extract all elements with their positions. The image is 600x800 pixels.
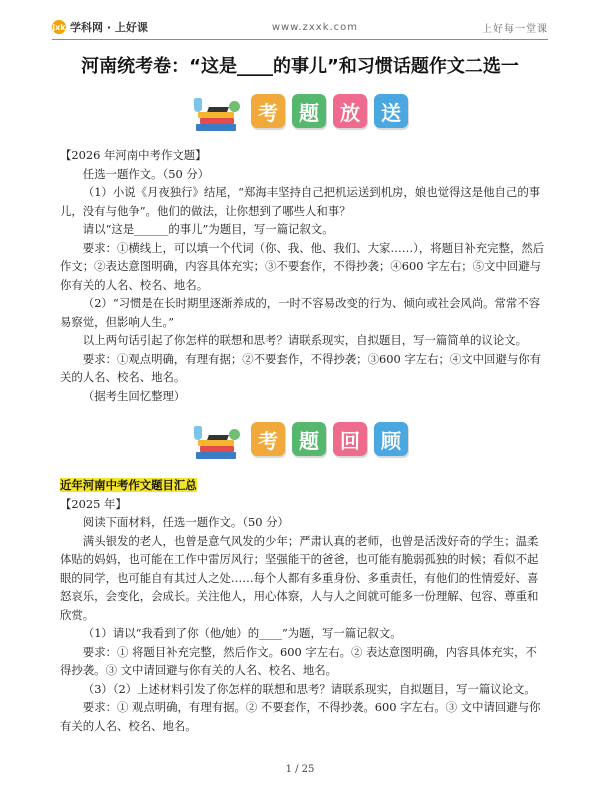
banner-tile: 放	[333, 94, 367, 128]
exam-banner	[0, 88, 600, 134]
question-2-prompt: （2）“习惯是在长时期里逐渐养成的，一时不容易改变的行为、倾向或社会风尚。常常不容易察觉，但影响人生。”	[60, 296, 541, 329]
banner-tile: 顾	[374, 422, 408, 456]
logo-text: 学科网 · 上好课	[70, 21, 148, 34]
banner-tile: 题	[292, 422, 326, 456]
question-1-task: 请以“这是______的事儿”为题目，写一篇记叙文。	[82, 222, 334, 236]
question-1-prompt: （1）小说《月夜独行》结尾，“郑海丰坚持自己把机运送到机房，娘也觉得这是他自己的事儿，没有与他争”。他们的做法，让你想到了哪些人和事？	[60, 185, 541, 218]
instruction: 阅读下面材料，任选一题作文。（50 分）	[82, 515, 289, 529]
banner-tile: 题	[292, 94, 326, 128]
header-slogan: 上好每一堂课	[482, 23, 548, 35]
logo-icon: jxk	[52, 20, 66, 34]
banner-tile: 考	[251, 94, 285, 128]
banner-tile: 考	[251, 422, 285, 456]
question-2-task: 以上两句话引起了你怎样的联想和思考？请联系现实，自拟题目，写一篇简单的议论文。	[82, 333, 528, 347]
highlighted-heading: 近年河南中考作文题目汇总	[60, 478, 197, 492]
site-url[interactable]: www.zxxk.com	[271, 21, 359, 33]
section-2026-exam	[60, 146, 545, 405]
instruction: 任选一题作文。（50 分）	[82, 166, 210, 181]
question-2-prompt: （3）（2）上述材料引发了你怎样的联想和思考？请联系现实，自拟题目，写一篇议论文。	[82, 681, 536, 696]
question-1-requirements: 要求：①横线上，可以填一个代词（你、我、他、我们、大家……），将题目补充完整，然后作文；②表达意图明确，内容具体充实；③不要套作，不得抄袭；④600 字左右；⑤文中回避与你有关的人名、校名、地名。	[60, 240, 545, 292]
question-1-requirements: 要求：① 将题目补充完整，然后作文。600 字左右。② 表达意图明确，内容具体充实，不得抄袭。③ 文中请回避与你有关的人名、校名、地名。	[60, 644, 537, 677]
books-illustration-icon	[192, 89, 240, 133]
document-title: 河南统考卷：“这是____的事儿”和习惯话题作文二选一	[81, 56, 519, 77]
source-note: （据考生回忆整理）	[82, 388, 186, 403]
books-illustration-icon	[192, 417, 240, 461]
material-text: 满头银发的老人，也曾是意气风发的少年；严肃认真的老师，也曾是活泼好奇的学生；温柔体贴的妈妈，也可能在工作中雷厉风行；坚强能干的爸爸，也可能有脆弱孤独的时候；看似不起眼的同学，也可能自有其过人之处……每个人都有多重身份、多重责任，有他们的性情爱好、喜怒哀乐，会变化，会成长。关注他人，用心体察，人与人之间就可能多一份理解、包容、尊重和欣赏。	[60, 533, 539, 622]
review-banner	[0, 416, 600, 462]
question-2-requirements: 要求：①观点明确，有理有据；②不要套作，不得抄袭；③600 字左右；④文中回避与你有关的人名、校名、地名。	[60, 351, 542, 384]
section-heading: 【2026 年河南中考作文题】	[60, 148, 207, 162]
question-2-requirements: 要求：① 观点明确，有理有据。② 不要套作，不得抄袭。600 字左右。③ 文中请回避与你有关的人名、校名、地名。	[60, 700, 541, 733]
page-number: 1 / 25	[285, 764, 315, 775]
site-logo[interactable]	[52, 19, 148, 35]
header-rule	[52, 39, 548, 40]
year-heading: 【2025 年】	[60, 496, 127, 511]
section-recent-exams	[60, 476, 545, 735]
banner-tile: 回	[333, 422, 367, 456]
page-header	[52, 16, 548, 38]
question-1-prompt: （1）请以“我看到了你（他/她）的____”为题，写一篇记叙文。	[82, 626, 402, 640]
banner-tile: 送	[374, 94, 408, 128]
